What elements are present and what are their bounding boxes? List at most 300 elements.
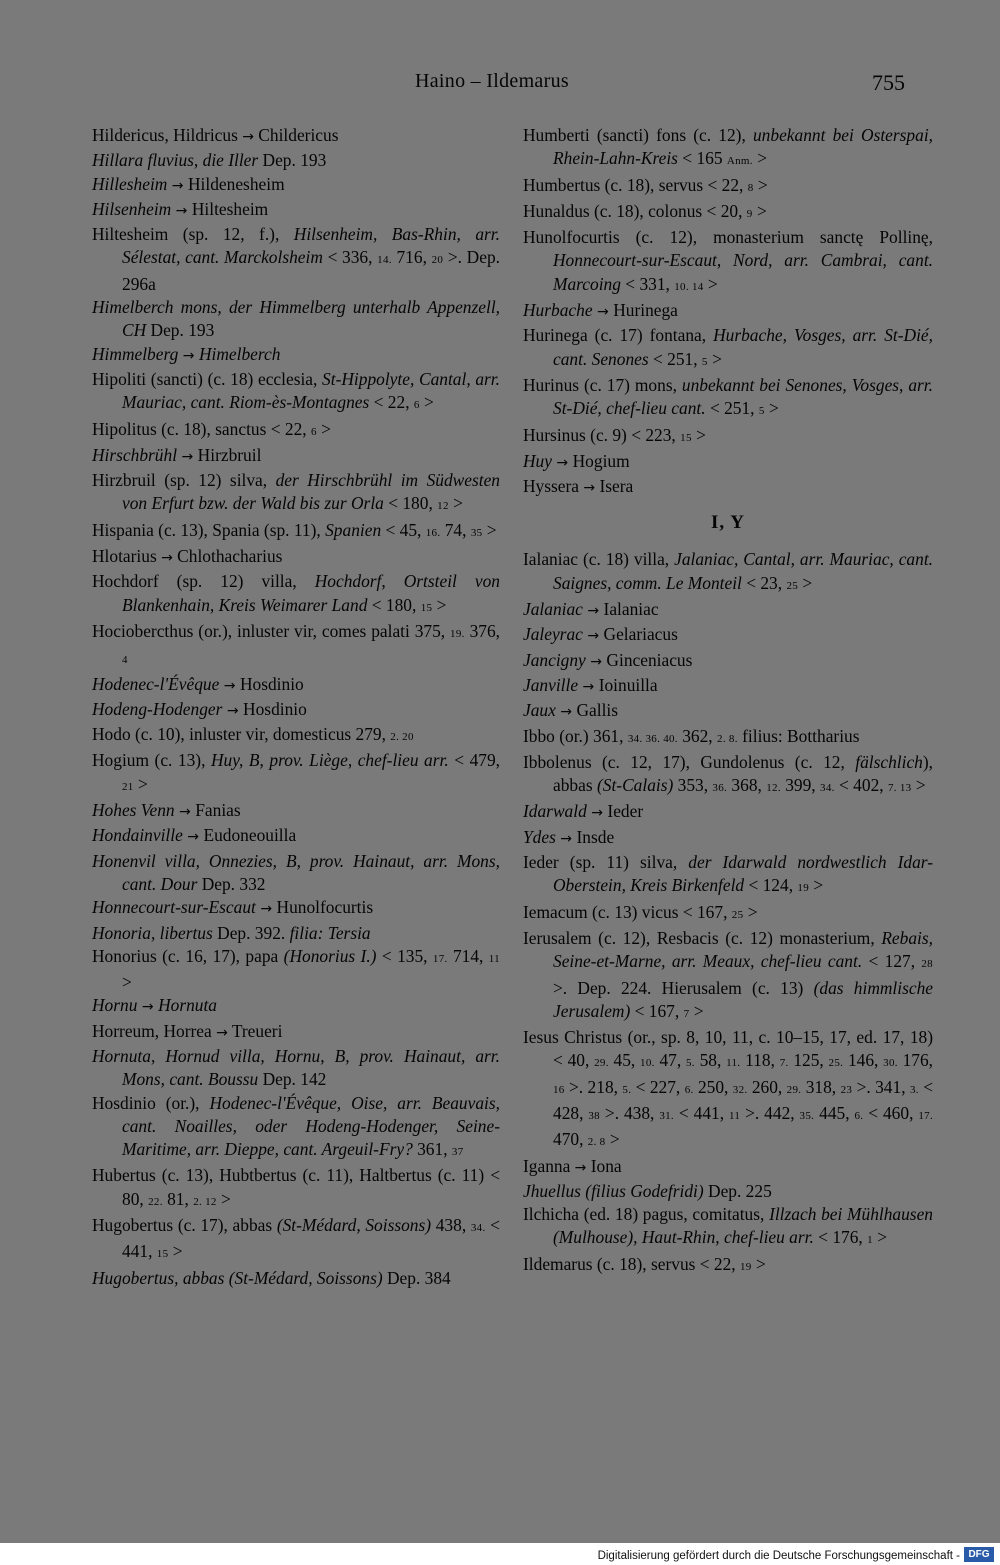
line-reference: 35 (470, 526, 483, 539)
line-reference: 12. (766, 782, 781, 795)
line-reference: 25 (731, 908, 744, 921)
entry-text: < 251, (705, 398, 759, 419)
entry-text: Janville (523, 674, 579, 695)
line-reference: Anm. (726, 155, 753, 168)
index-entry (523, 598, 933, 623)
entry-text: Hurinus (c. 17) mons, (523, 374, 682, 395)
entry-text: > (482, 519, 497, 540)
cross-reference-arrow: → (167, 177, 188, 194)
cross-reference-arrow: → (242, 129, 254, 145)
line-reference: 5. (685, 1057, 695, 1070)
index-entry (92, 945, 500, 995)
entry-text: Hunaldus (c. 18), colonus < 20, (523, 200, 747, 221)
index-entry (523, 623, 933, 648)
line-reference: 10. (640, 1057, 655, 1070)
entry-text: Jalaniac (523, 599, 583, 620)
entry-text: < 441, (673, 1102, 729, 1123)
line-reference: 16 (553, 1083, 565, 1096)
line-reference: 7 (683, 1007, 690, 1020)
entry-text: Honoria, libertus (92, 922, 213, 943)
entry-text: >. Dep. 296a (122, 247, 500, 294)
cross-reference-arrow: → (582, 603, 604, 620)
entry-text: Himelberch mons, der Himmelberg unterhalb Appenzell, CH (92, 297, 500, 341)
entry-text: Hugobertus (c. 17), abbas (92, 1215, 277, 1236)
entry-text: Dep. 392. (212, 922, 290, 943)
entry-text: > (911, 775, 926, 796)
entry-text: Childericus (253, 125, 339, 145)
section-heading: I, Y (711, 512, 745, 534)
entry-text: unbekannt bei Osterspai, Rhein-Lahn-Kreis (553, 125, 933, 169)
entry-text: Ioinuilla (598, 674, 658, 695)
page-number: 755 (872, 70, 905, 95)
entry-text: 81, (162, 1188, 194, 1209)
entry-text: filius: Bottharius (737, 725, 860, 746)
index-entry (92, 545, 500, 570)
entry-text: unbekannt bei Senones, Vosges, arr. St-Dié, chef-lieu cant. (553, 374, 933, 419)
entry-text: Ieder (sp. 11) silva, (523, 852, 689, 873)
line-reference: 4 (122, 654, 128, 667)
entry-text: < 331, (620, 273, 675, 294)
entry-text: Hiltesheim (sp. 12, f.), (92, 224, 294, 245)
index-entry (523, 475, 933, 500)
index-entry (523, 826, 933, 851)
right-column (523, 124, 933, 1279)
entry-text: 74, (440, 519, 471, 540)
entry-text: Hodenec-l'Évêque (92, 673, 220, 694)
index-entry (92, 418, 500, 444)
entry-text: Hunolfocurtis (276, 897, 374, 918)
index-entry (92, 1164, 500, 1214)
entry-text: Dep. 193 (258, 150, 327, 171)
left-column (92, 124, 500, 1290)
entry-text: Gallis (576, 700, 619, 721)
index-entry (92, 994, 500, 1019)
entry-text: Hipolitus (c. 18), sanctus < 22, (92, 418, 311, 439)
line-reference: 15 (156, 1248, 169, 1261)
index-entry (523, 699, 933, 724)
line-reference: 7. 13 (887, 782, 912, 795)
entry-text: Idarwald (523, 801, 587, 822)
entry-text: > (743, 901, 758, 922)
index-entry (523, 548, 933, 598)
entry-text: 47, (654, 1050, 686, 1071)
entry-text: Ibbolenus (c. 12, 17), Gundolenus (c. 12, (523, 751, 856, 772)
entry-text: > (432, 594, 447, 615)
entry-text: Hornuta, Hornud villa, Hornu, B, prov. Hainaut, arr. Mons, cant. Boussu (92, 1045, 500, 1090)
entry-text: Hildericus, Hildricus (92, 125, 243, 145)
entry-text: St-Hippolyte, Cantal, arr. Mauriac, cant. Riom-ès-Montagnes (122, 368, 500, 413)
line-reference: 7. (779, 1057, 789, 1070)
line-reference: 38 (588, 1109, 600, 1122)
line-reference: 12 (437, 500, 449, 513)
right-column-h-entries (523, 124, 933, 500)
index-entry (523, 200, 933, 226)
index-entry (523, 1253, 933, 1279)
entry-text: < 45, (381, 519, 426, 540)
line-reference: 2. 8 (587, 1136, 606, 1149)
cross-reference-arrow: → (161, 550, 173, 567)
entry-text: (St-Calais) (596, 775, 674, 796)
line-reference: 2. 20 (390, 731, 414, 744)
index-entry (92, 124, 500, 149)
entry-text: > (764, 398, 779, 419)
entry-text: > (448, 493, 463, 514)
index-entry (92, 570, 500, 620)
index-entry (523, 174, 933, 200)
entry-text: < 251, (648, 348, 702, 369)
entry-text: 58, (694, 1050, 727, 1071)
line-reference: 25 (786, 579, 799, 592)
entry-text: 716, (391, 247, 432, 268)
entry-text: Hirzbruil (sp. 12) silva, (92, 470, 276, 491)
line-reference: 11. (726, 1057, 741, 1070)
entry-text: Jhuellus (filius Godefridi) (523, 1180, 704, 1201)
line-reference: 1 (867, 1234, 873, 1247)
entry-text: Dep. 225 (703, 1180, 772, 1201)
line-reference: 28 (921, 958, 933, 971)
index-entry (92, 673, 500, 698)
entry-text: Ginceniacus (606, 649, 693, 670)
line-reference: 21 (122, 780, 134, 793)
entry-text: > (133, 773, 148, 794)
entry-text: Hilsenheim, Bas-Rhin, arr. Sélestat, cant. Marckolsheim (122, 224, 500, 268)
cross-reference-arrow: → (216, 1024, 228, 1041)
entry-text: 260, (747, 1076, 787, 1097)
entry-text: Hipoliti (sancti) (c. 18) ecclesia, (92, 368, 323, 389)
running-head: Haino – Ildemarus (415, 70, 569, 92)
entry-text: Hochdorf (sp. 12) villa, (92, 571, 315, 592)
line-reference: 19 (797, 882, 810, 895)
entry-text: > (168, 1241, 183, 1262)
index-entry (523, 800, 933, 825)
entry-text: 399, (780, 775, 821, 796)
entry-text: Rebais, Seine-et-Marne, arr. Meaux, chef-lieu cant. (553, 927, 933, 972)
index-entry (523, 299, 933, 324)
entry-text: Hillesheim (92, 173, 168, 194)
index-entry (92, 749, 500, 799)
line-reference: 11 (488, 952, 500, 965)
entry-text: Hilsenheim (92, 198, 172, 219)
index-entry (92, 1045, 500, 1092)
entry-text: Dep. 142 (258, 1069, 327, 1090)
line-reference: 5 (701, 355, 708, 368)
entry-text: Gelariacus (603, 624, 678, 645)
line-reference: 6 (413, 399, 420, 412)
entry-text: > (753, 174, 768, 195)
entry-text: < 479, (448, 750, 501, 771)
line-reference: 5. (622, 1083, 632, 1096)
entry-text: >. 218, (564, 1076, 623, 1097)
index-entry (92, 620, 500, 673)
entry-text: 368, (727, 775, 767, 796)
entry-text: Iesus Christus (or., sp. 8, 10, 11, c. 10–15, 17, ed. 17, 18) < 40, (523, 1027, 933, 1071)
line-reference: 2. 8. (717, 732, 738, 745)
entry-text: Hubertus (c. 13), Hubtbertus (c. 11), Haltbertus (c. 11) < 80, (92, 1165, 500, 1209)
cross-reference-arrow: → (555, 704, 577, 721)
entry-text: Hogium (572, 450, 630, 471)
entry-text: > (605, 1129, 620, 1150)
index-entry (92, 922, 500, 945)
entry-text: >. 438, (599, 1102, 660, 1123)
index-entry (92, 173, 500, 198)
index-entry (523, 324, 933, 374)
entry-text: Honnecourt-sur-Escaut, Nord, arr. Cambrai, cant. Marcoing (553, 250, 933, 294)
entry-text: < 167, (630, 1000, 684, 1021)
cross-reference-arrow: → (219, 677, 240, 694)
entry-text: 438, (431, 1215, 471, 1236)
entry-text: 361, (412, 1139, 452, 1160)
entry-text: Hurbache, Vosges, arr. St-Dié, cant. Senones (553, 325, 933, 369)
entry-text: Hispania (c. 13), Spania (sp. 11), (92, 519, 326, 540)
index-entry (92, 723, 500, 749)
entry-text: 118, (740, 1050, 780, 1071)
entry-text: 45, (608, 1050, 641, 1071)
entry-text: Hirzbruil (197, 444, 262, 465)
entry-text: 445, (814, 1102, 855, 1123)
entry-text: > (216, 1188, 231, 1209)
entry-text: > (798, 572, 813, 593)
entry-text: < 441, (122, 1215, 500, 1262)
entry-text: > (691, 424, 706, 445)
line-reference: 3. (909, 1083, 919, 1096)
index-entry (92, 1092, 500, 1165)
entry-text: Hosdinio (243, 698, 307, 719)
line-reference: 11 (728, 1109, 741, 1122)
index-entry (92, 824, 500, 849)
line-reference: 31. (659, 1109, 674, 1122)
entry-text: > (316, 418, 331, 439)
entry-text: 318, (801, 1076, 841, 1097)
entry-text: 470, (553, 1129, 588, 1150)
entry-text: Hogium (c. 13), (92, 750, 211, 771)
entry-text: der Hirschbrühl im Südwesten von Erfurt bzw. der Wald bis zur Orla (122, 470, 500, 514)
entry-text: Jalaniac, Cantal, arr. Mauriac, cant. Saignes, comm. Le Monteil (553, 549, 933, 593)
cross-reference-arrow: → (574, 1159, 587, 1176)
entry-text: filia: Tersia (289, 922, 371, 943)
index-entry (523, 901, 933, 927)
line-reference: 16. (425, 526, 441, 539)
entry-text: < 176, (813, 1227, 868, 1248)
entry-text: Hodo (c. 10), inluster vir, domesticus 279, (92, 724, 391, 745)
entry-text: Horreum, Horrea (92, 1020, 217, 1041)
cross-reference-arrow: → (585, 653, 607, 670)
entry-text: Ialaniac (c. 18) villa, (523, 549, 675, 570)
line-reference: 34. (820, 782, 835, 795)
entry-text: Hursinus (c. 9) < 223, (523, 424, 681, 445)
line-reference: 37 (451, 1146, 464, 1159)
entry-text: Dep. 193 (146, 320, 215, 341)
index-entry (92, 1020, 500, 1045)
entry-text: 176, (897, 1050, 933, 1071)
line-reference: 29. (786, 1083, 802, 1096)
entry-text: Ibbo (or.) 361, (523, 725, 628, 746)
cross-reference-arrow: → (592, 304, 614, 321)
entry-text: Iemacum (c. 13) vicus < 167, (523, 901, 732, 922)
index-entry (92, 343, 500, 368)
entry-text: 146, (843, 1050, 884, 1071)
cross-reference-arrow: → (178, 347, 199, 364)
footer-credit: Digitalisierung gefördert durch die Deutsche Forschungsgemeinschaft - (597, 1550, 960, 1562)
index-entry (92, 444, 500, 469)
cross-reference-arrow: → (578, 678, 599, 695)
entry-text: < 336, (322, 247, 378, 268)
entry-text: Hiltesheim (191, 198, 269, 219)
entry-text: Honorius (c. 16, 17), papa (92, 945, 284, 966)
index-entry (523, 226, 933, 299)
entry-text: < 180, (367, 594, 421, 615)
entry-text: Ieder (607, 801, 644, 822)
line-reference: 29. (594, 1057, 609, 1070)
entry-text: Jaux (523, 700, 556, 721)
index-entry (92, 223, 500, 296)
entry-text: Ydes (523, 826, 556, 847)
entry-text: < 135, (376, 945, 433, 966)
entry-text: > (809, 875, 824, 896)
index-entry (523, 374, 933, 424)
line-reference: 15 (420, 601, 433, 614)
entry-text: Dep. 332 (197, 873, 266, 894)
entry-text: Huy (523, 450, 552, 471)
line-reference: 5 (758, 405, 765, 418)
entry-text: Humbertus (c. 18), servus < 22, (523, 174, 748, 195)
entry-text: Eudoneouilla (203, 825, 297, 846)
line-reference: 19. (450, 627, 465, 640)
index-entry (523, 1203, 933, 1253)
entry-text: Hodenec-l'Évêque, Oise, arr. Beauvais, cant. Noailles, oder Hodeng-Hodenger, Seine-Maritime, arr. Dieppe, cant. Argeuil-Fry? (122, 1092, 500, 1160)
entry-text: Himmelberg (92, 343, 179, 364)
index-entry (523, 927, 933, 1026)
entry-text: > (872, 1227, 888, 1248)
line-reference: 34. 36. 40. (627, 732, 678, 745)
index-entry (92, 1214, 500, 1267)
line-reference: 32. (732, 1083, 748, 1096)
entry-text: 250, (693, 1076, 733, 1097)
cross-reference-arrow: → (222, 702, 244, 719)
cross-reference-arrow: → (582, 628, 604, 645)
cross-reference-arrow: → (583, 480, 596, 497)
dfg-logo: DFG (964, 1547, 994, 1562)
entry-text: Hlotarius (92, 546, 162, 567)
entry-text: Honenvil villa, Onnezies, B, prov. Hainaut, arr. Mons, cant. Dour (92, 850, 500, 894)
entry-text: Insde (576, 826, 615, 847)
entry-text: 376, (464, 620, 501, 641)
entry-text: Hochdorf, Ortsteil von Blankenhain, Kreis Weimarer Land (122, 571, 500, 615)
entry-text: Ialaniac (603, 599, 659, 620)
entry-text: 362, (677, 725, 718, 746)
entry-text: Ierusalem (c. 12), Resbacis (c. 12) monasterium, (523, 927, 882, 948)
entry-text: > (122, 972, 132, 993)
index-entry (523, 725, 933, 751)
entry-text: Hosdinio (or.), (92, 1092, 210, 1113)
line-reference: 9 (746, 207, 753, 220)
index-entry (523, 851, 933, 901)
line-reference: 8 (747, 181, 754, 194)
cross-reference-arrow: → (137, 999, 159, 1016)
line-reference: 15 (680, 431, 692, 444)
entry-text: >. 341, (852, 1076, 910, 1097)
line-reference: 20 (431, 254, 444, 267)
entry-text: Ilchicha (ed. 18) pagus, comitatus, (523, 1204, 770, 1225)
cross-reference-arrow: → (171, 202, 192, 219)
entry-text: < 165 (677, 148, 727, 169)
entry-text: Hugobertus, abbas (St-Médard, Soissons) (92, 1267, 383, 1288)
entry-text: ), abbas (553, 751, 933, 796)
entry-text: Honnecourt-sur-Escaut (92, 897, 256, 918)
entry-text: (St-Médard, Soissons) (276, 1215, 432, 1236)
entry-text: (das himmlische Jerusalem) (553, 977, 933, 1021)
entry-text: < 227, (631, 1076, 685, 1097)
index-entry (92, 698, 500, 723)
entry-text: Hurinega (613, 300, 678, 321)
entry-text: < 460, (863, 1102, 919, 1123)
entry-text: Dep. 384 (382, 1267, 451, 1288)
entry-text: Hildenesheim (188, 173, 285, 194)
entry-text: Hirschbrühl (92, 444, 178, 465)
entry-text: Hornuta (158, 995, 218, 1016)
line-reference: 34. (470, 1222, 486, 1235)
entry-text: < 402, (834, 775, 888, 796)
index-entry (523, 124, 933, 174)
entry-text: Chlothacharius (172, 546, 283, 567)
entry-text: Treueri (227, 1020, 283, 1041)
entry-text: >. Dep. 224. Hierusalem (c. 13) (553, 977, 814, 998)
index-entry (523, 1180, 933, 1203)
entry-text: (Honorius I.) (283, 945, 377, 966)
entry-text: Jaleyrac (523, 624, 583, 645)
entry-text: > (752, 148, 767, 169)
cross-reference-arrow: → (255, 901, 277, 918)
line-reference: 17. (918, 1109, 933, 1122)
entry-text: Hociobercthus (or.), inluster vir, comes palati 375, (92, 620, 451, 641)
entry-text: > (752, 200, 767, 221)
entry-text: 125, (788, 1050, 829, 1071)
index-entry (523, 450, 933, 475)
entry-text: Illzach bei Mühlhausen (Mulhouse), Haut-Rhin, chef-lieu arr. (553, 1204, 933, 1248)
line-reference: 23 (840, 1083, 853, 1096)
entry-text: 353, (673, 775, 713, 796)
index-entry (92, 149, 500, 172)
cross-reference-arrow: → (586, 805, 608, 822)
index-entry (523, 674, 933, 699)
cross-reference-arrow: → (182, 829, 204, 846)
entry-text: fälschlich (855, 751, 923, 772)
index-entry (523, 424, 933, 450)
entry-text: < 124, (744, 875, 798, 896)
entry-text: < 22, (369, 392, 414, 413)
entry-text: Hunolfocurtis (c. 12), monasterium sanctę Pollinę, (523, 227, 933, 248)
line-reference: 17. (432, 952, 448, 965)
entry-text: Hohes Venn (92, 800, 175, 821)
entry-text: Hurinega (c. 17) fontana, (523, 325, 714, 346)
entry-text: Spanien (325, 519, 382, 540)
line-reference: 30. (883, 1057, 898, 1070)
index-entry (523, 1155, 933, 1180)
index-entry (92, 1267, 500, 1290)
index-entry (523, 649, 933, 674)
index-entry (523, 751, 933, 801)
entry-text: Hyssera (523, 476, 584, 497)
entry-text: Hurbache (523, 300, 593, 321)
entry-text: < 428, (553, 1076, 934, 1123)
entry-text: Hodeng-Hodenger (92, 698, 223, 719)
index-entry (92, 799, 500, 824)
entry-text: Hondainville (92, 825, 183, 846)
line-reference: 6. (854, 1109, 864, 1122)
line-reference: 10. 14 (674, 280, 704, 293)
line-reference: 6 (310, 425, 317, 438)
entry-text: > (703, 273, 718, 294)
entry-text: >. 442, (740, 1102, 800, 1123)
